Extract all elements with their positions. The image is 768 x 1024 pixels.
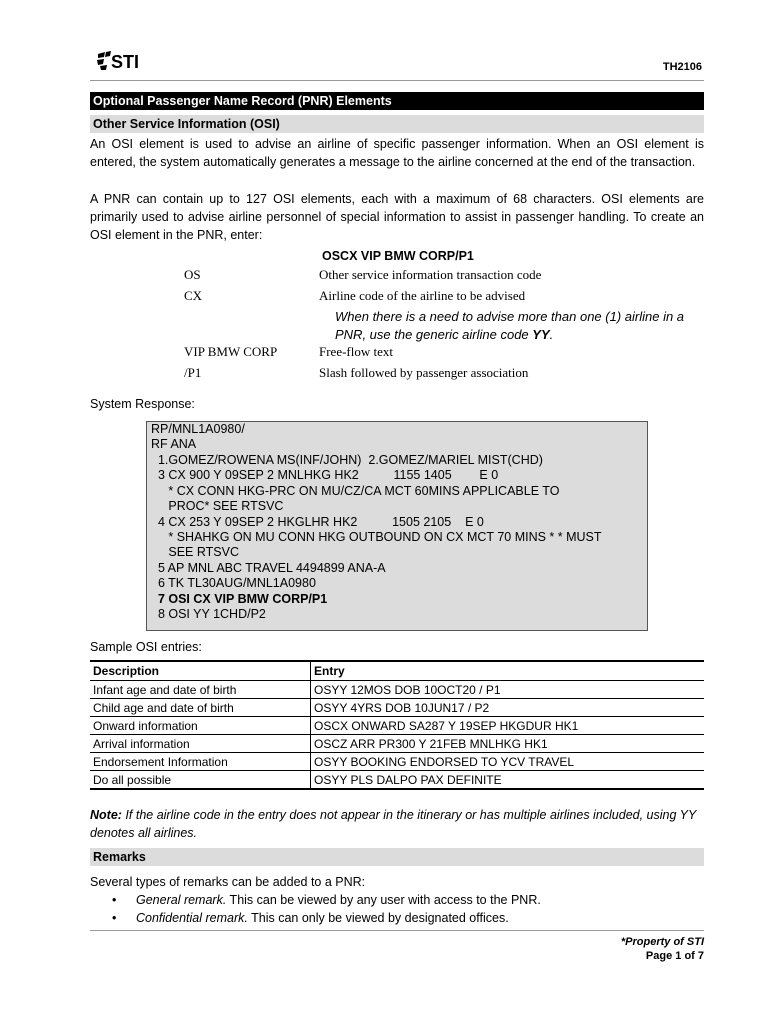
row-entry: OSYY BOOKING ENDORSED TO YCV TRAVEL bbox=[311, 753, 705, 771]
response-line: RF ANA bbox=[151, 437, 197, 451]
command-part-code: OS bbox=[184, 267, 201, 282]
column-header-entry: Entry bbox=[311, 661, 705, 681]
note-text: If the airline code in the entry does not appear in the itinerary or has multiple airlines included, using YY denotes all airlines. bbox=[90, 808, 697, 841]
response-line: 8 OSI YY 1CHD/P2 bbox=[151, 607, 266, 621]
airline-code-note bbox=[90, 806, 704, 842]
remarks-list bbox=[112, 891, 541, 927]
response-line: RP/MNL1A0980/ bbox=[151, 422, 245, 436]
row-entry: OSCX ONWARD SA287 Y 19SEP HKGDUR HK1 bbox=[311, 717, 705, 735]
remarks-heading: Remarks bbox=[90, 848, 704, 866]
list-item bbox=[112, 891, 541, 909]
table-row bbox=[90, 699, 704, 717]
command-part-desc: Airline code of the airline to be advised bbox=[319, 288, 526, 303]
response-line: 5 AP MNL ABC TRAVEL 4494899 ANA-A bbox=[151, 561, 386, 575]
row-description: Arrival information bbox=[90, 735, 311, 753]
cx-note-text: When there is a need to advise more than one (1) airline in a PNR, use the generic airline code bbox=[335, 309, 685, 342]
cx-note-end: . bbox=[549, 327, 554, 342]
row-entry: OSYY 12MOS DOB 10OCT20 / P1 bbox=[311, 681, 705, 699]
svg-text:STI: STI bbox=[111, 52, 140, 72]
command-part-desc: Other service information transaction code bbox=[319, 267, 542, 282]
remark-text: This can only be viewed by designated offices. bbox=[247, 911, 509, 925]
system-response-box bbox=[146, 421, 648, 631]
cx-note bbox=[335, 308, 713, 344]
row-description: Child age and date of birth bbox=[90, 699, 311, 717]
row-description: Endorsement Information bbox=[90, 753, 311, 771]
response-line: 6 TK TL30AUG/MNL1A0980 bbox=[151, 576, 316, 590]
list-item bbox=[112, 909, 541, 927]
column-header-description: Description bbox=[90, 661, 311, 681]
table-row bbox=[90, 681, 704, 699]
response-line: 3 CX 900 Y 09SEP 2 MNLHKG HK2 1155 1405 E 0 bbox=[151, 468, 499, 482]
table-header-row bbox=[90, 661, 704, 681]
response-line: PROC* SEE RTSVC bbox=[151, 499, 284, 513]
response-line-highlight: 7 OSI CX VIP BMW CORP/P1 bbox=[151, 592, 328, 606]
system-response-label: System Response: bbox=[90, 397, 195, 411]
remark-term: Confidential remark. bbox=[136, 911, 248, 925]
page-number: Page 1 of 7 bbox=[645, 950, 704, 962]
row-entry: OSYY 4YRS DOB 10JUN17 / P2 bbox=[311, 699, 705, 717]
osi-heading: Other Service Information (OSI) bbox=[90, 115, 704, 133]
note-label: Note: bbox=[90, 808, 122, 822]
response-line: 4 CX 253 Y 09SEP 2 HKGLHR HK2 1505 2105 E 0 bbox=[151, 515, 484, 529]
row-entry: OSYY PLS DALPO PAX DEFINITE bbox=[311, 771, 705, 790]
sti-logo bbox=[96, 48, 156, 74]
row-description: Do all possible bbox=[90, 771, 311, 790]
remark-text: This can be viewed by any user with access to the PNR. bbox=[226, 893, 541, 907]
response-line: SEE RTSVC bbox=[151, 545, 239, 559]
command-part-code: CX bbox=[184, 288, 203, 303]
bullet-icon: • bbox=[112, 893, 117, 907]
row-description: Infant age and date of birth bbox=[90, 681, 311, 699]
command-part-desc: Slash followed by passenger association bbox=[319, 365, 529, 380]
table-row bbox=[90, 717, 704, 735]
osi-limits-paragraph: A PNR can contain up to 127 OSI elements, each with a maximum of 68 characters. OSI elements are primarily used to advise airline personnel of special information to assist in passenger handling. To create an OSI element in the PNR, enter: bbox=[90, 192, 704, 243]
command-part-code: VIP BMW CORP bbox=[184, 344, 278, 359]
remarks-intro: Several types of remarks can be added to a PNR: bbox=[90, 875, 366, 889]
section-title: Optional Passenger Name Record (PNR) Elements bbox=[90, 92, 704, 110]
cx-note-code: YY bbox=[532, 327, 550, 342]
document-id: TH2106 bbox=[662, 61, 702, 73]
osi-command-example: OSCX VIP BMW CORP/P1 bbox=[322, 249, 474, 263]
response-line: * CX CONN HKG-PRC ON MU/CZ/CA MCT 60MINS APPLICABLE TO bbox=[151, 484, 560, 498]
table-row bbox=[90, 735, 704, 753]
table-row bbox=[90, 771, 704, 790]
command-part-code: /P1 bbox=[184, 365, 202, 380]
footer-property: *Property of STI bbox=[620, 936, 704, 948]
remark-term: General remark. bbox=[136, 893, 227, 907]
footer-divider bbox=[90, 930, 704, 931]
row-entry: OSCZ ARR PR300 Y 21FEB MNLHKG HK1 bbox=[311, 735, 705, 753]
header-divider bbox=[90, 80, 704, 81]
bullet-icon: • bbox=[112, 911, 117, 925]
response-line: 1.GOMEZ/ROWENA MS(INF/JOHN) 2.GOMEZ/MARIEL MIST(CHD) bbox=[151, 453, 543, 467]
row-description: Onward information bbox=[90, 717, 311, 735]
command-part-desc: Free-flow text bbox=[319, 344, 394, 359]
sample-osi-label: Sample OSI entries: bbox=[90, 640, 202, 654]
table-row bbox=[90, 753, 704, 771]
sample-osi-table bbox=[90, 660, 704, 790]
osi-intro-paragraph: An OSI element is used to advise an airline of specific passenger information. When an OSI element is entered, the system automatically generates a message to the airline concerned at the end of the transaction. bbox=[90, 137, 704, 170]
response-line: * SHAHKG ON MU CONN HKG OUTBOUND ON CX MCT 70 MINS * * MUST bbox=[151, 530, 602, 544]
